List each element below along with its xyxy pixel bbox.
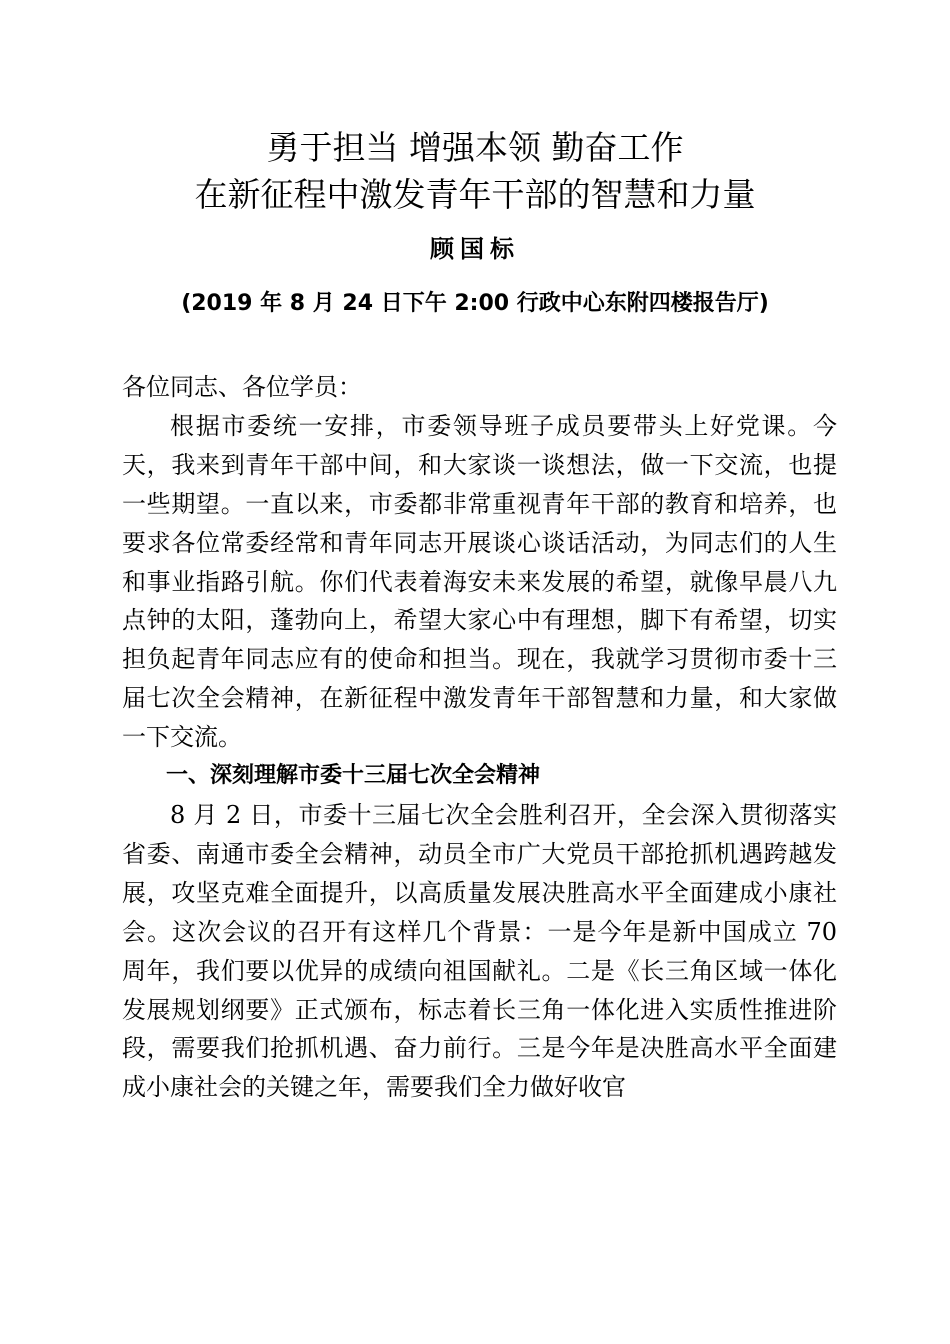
title-line-2: 在新征程中激发青年干部的智慧和力量 [194,175,756,214]
paragraph-1: 根据市委统一安排，市委领导班子成员要带头上好党课。今天，我来到青年干部中间，和大家谈一谈想法，做一下交流，也提一些期望。一直以来，市委都非常重视青年干部的教育和培养，也要求各位常委经常和青年同志开展谈心谈话活动，为同志们的人生和事业指路引航。你们代表着海安未来发展的希望，就像早晨八九点钟的太阳，蓬勃向上，希望大家心中有理想，脚下有希望，切实担负起青年同志应有的使命和担当。现在，我就学习贯彻市委十三届七次全会精神，在新征程中激发青年干部智慧和力量，和大家做一下交流。 [122,411,837,752]
title-line-1: 勇于担当 增强本领 勤奋工作 [266,128,684,167]
paragraph-2: 8 月 2 日，市委十三届七次全会胜利召开，全会深入贯彻落实省委、南通市委全会精神，动员全市广大党员干部抢抓机遇跨越发展，攻坚克难全面提升，以高质量发展决胜高水平全面建成小康社会。这次会议的召开有这样几个背景：一是今年是新中国成立 70 周年，我们要以优异的成绩向祖国献礼。二是《长三角区域一体化发展规划纲要》正式颁布，标志着长三角一体化进入实质性推进阶段，需要我们抢抓机遇、奋力前行。三是今年是决胜高水平全面建成小康社会的关键之年，需要我们全力做好收官 [122,800,837,1102]
dateline: (2019 年 8 月 24 日下午 2:00 行政中心东附四楼报告厅) [181,291,769,316]
author-name: 顾国标 [430,235,520,263]
section-heading-1: 一、深刻理解市委十三届七次全会精神 [166,763,541,789]
salutation: 各位同志、各位学员： [122,373,362,401]
body-text [122,368,837,1107]
